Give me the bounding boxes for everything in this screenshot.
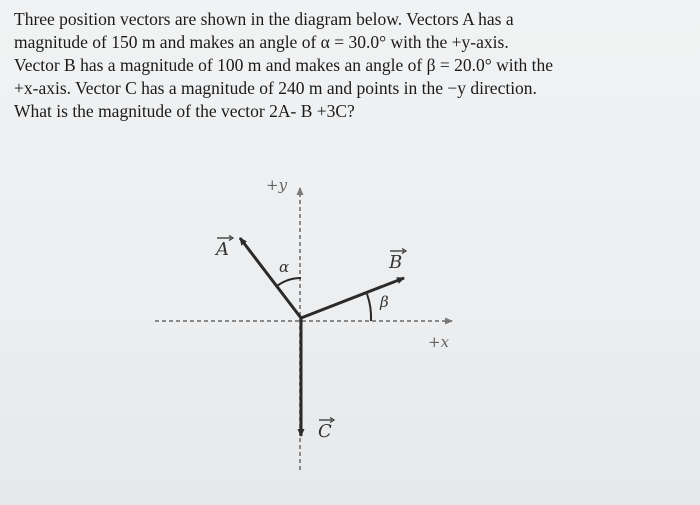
vector-c-letter: C xyxy=(318,421,332,442)
alpha-angle-arc xyxy=(277,278,301,286)
alpha-label: α xyxy=(279,258,290,276)
problem-line: Three position vectors are shown in the diagram below. Vectors A has a xyxy=(14,9,514,29)
problem-line: What is the magnitude of the vector 2A- B +3C? xyxy=(14,101,355,121)
vector-b-letter: B xyxy=(389,252,403,273)
problem-line: +x-axis. Vector C has a magnitude of 240 m and points in the −y direction. xyxy=(14,78,537,98)
x-axis-label: +x xyxy=(428,333,450,351)
y-axis-label: +y xyxy=(266,176,288,194)
problem-line: magnitude of 150 m and makes an angle of α = 30.0° with the +y-axis. xyxy=(14,32,509,52)
vector-c-label xyxy=(318,418,334,443)
beta-label: β xyxy=(380,293,389,311)
vector-a-label xyxy=(214,236,233,261)
problem-line: Vector B has a magnitude of 100 m and makes an angle of β = 20.0° with the xyxy=(14,55,553,75)
beta-angle-arc xyxy=(367,294,371,321)
vector-a-letter: A xyxy=(216,239,229,260)
vector-b-label xyxy=(388,249,406,274)
